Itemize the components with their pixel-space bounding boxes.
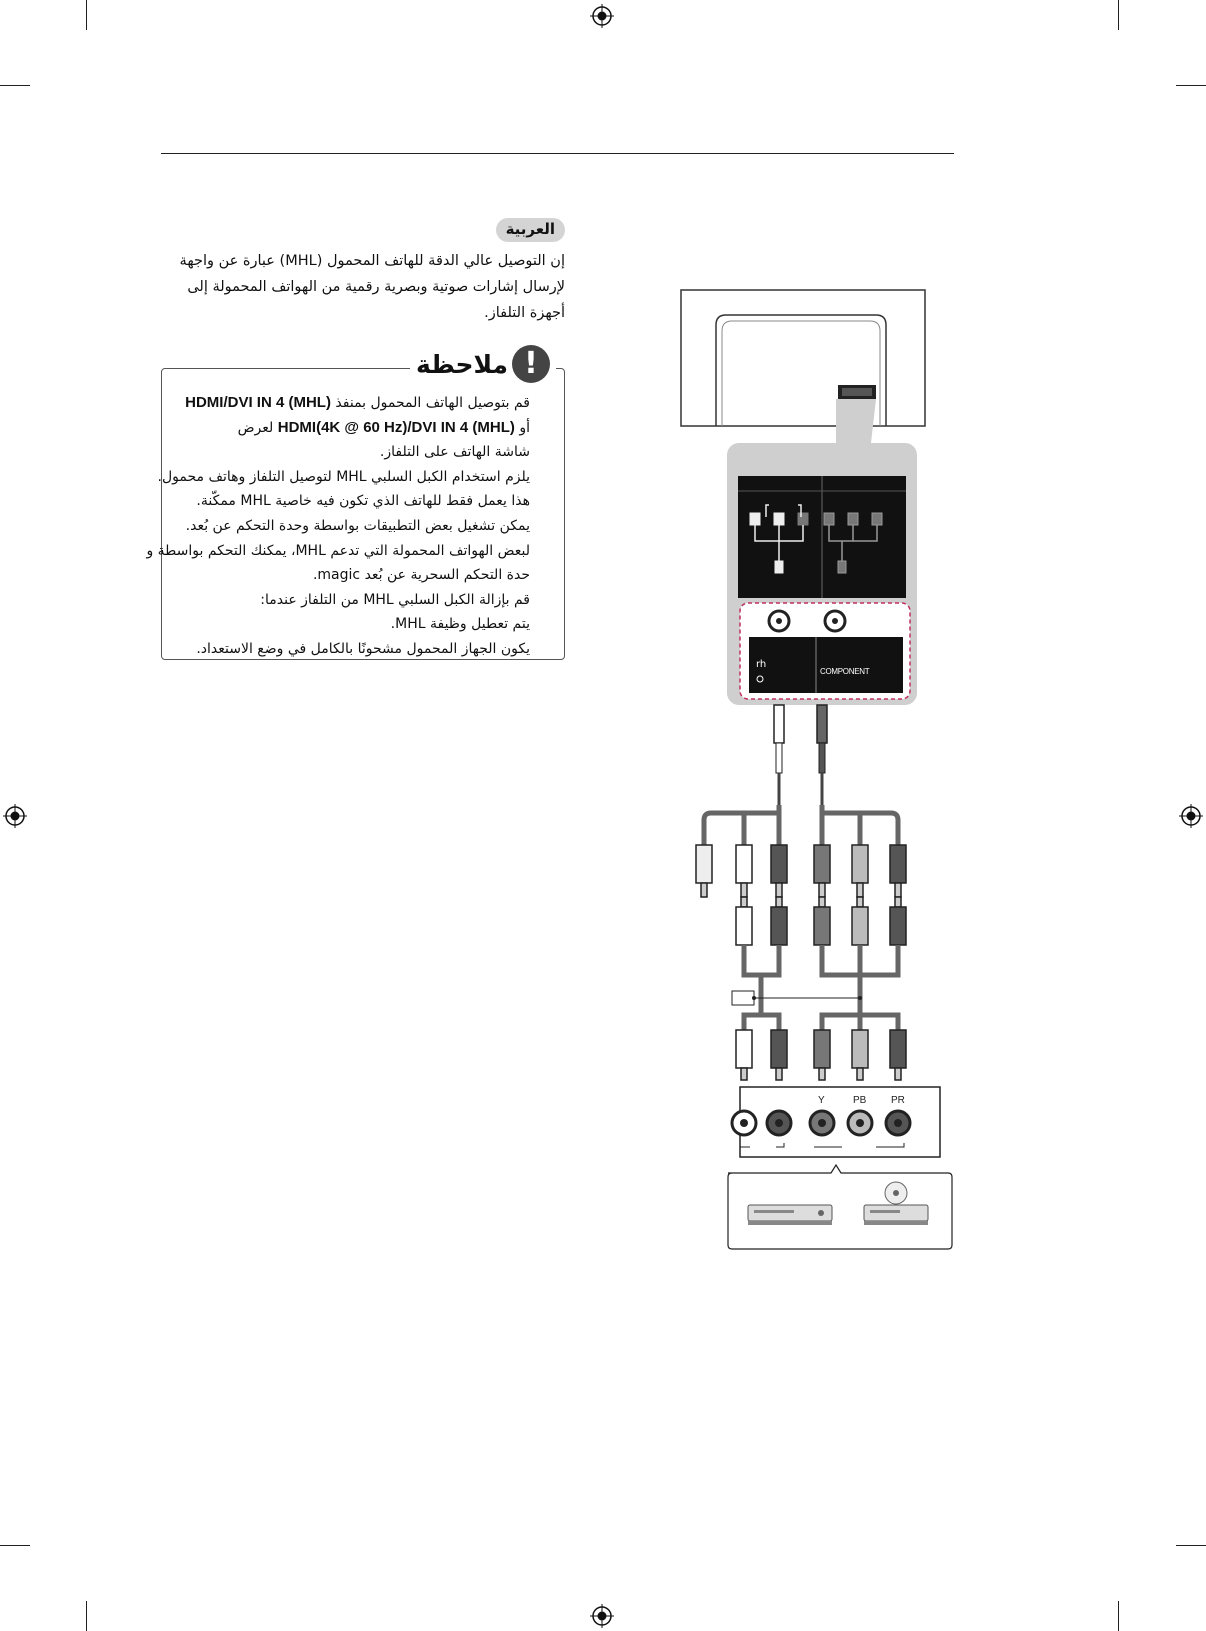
crop-mark-bottom-right-h xyxy=(1176,1545,1206,1546)
crop-mark-bottom-left-v xyxy=(86,1601,87,1631)
plug-row-2 xyxy=(736,897,906,945)
plug-row-3 xyxy=(736,1030,906,1080)
language-badge: العربية xyxy=(496,218,565,242)
note-line xyxy=(170,391,530,416)
port-label-pr: PR xyxy=(891,1095,905,1106)
registration-mark-right xyxy=(1179,804,1203,828)
note-line-text: لبعض الهواتف المحمولة التي تدعم MHL، يمكنك التحكم بواسطة و xyxy=(146,542,530,559)
note-header xyxy=(410,345,556,383)
note-line-text: يتم تعطيل وظيفة MHL. xyxy=(390,616,530,633)
note-line-tail: لعرض xyxy=(237,419,278,436)
note-line xyxy=(170,416,530,441)
note-line-text: يلزم استخدام الكبل السلبي MHL لتوصيل التلفاز وهاتف محمول. xyxy=(157,468,530,485)
crop-mark-top-left-v xyxy=(86,0,87,30)
cable-video xyxy=(817,705,827,805)
note-line-text: قم بإزالة الكبل السلبي MHL من التلفاز عندما: xyxy=(260,591,530,608)
arabic-section xyxy=(165,218,565,326)
crop-mark-bottom-right-v xyxy=(1118,1601,1119,1631)
crop-mark-top-right-v xyxy=(1118,0,1119,30)
connection-diagram xyxy=(676,285,956,1251)
crop-mark-top-right-h xyxy=(1176,85,1206,86)
note-line-port-name: HDMI(4K @ 60 Hz)/DVI IN 4 (MHL) xyxy=(277,418,515,436)
note-line-port-name: HDMI/DVI IN 4 (MHL) xyxy=(185,394,331,411)
cable-audio xyxy=(774,705,784,805)
note-box xyxy=(146,346,565,660)
exclamation-icon: ! xyxy=(512,345,550,383)
note-line xyxy=(170,588,530,613)
note-line xyxy=(157,465,530,490)
port-label-pb: PB xyxy=(853,1095,867,1106)
plug-row-1 xyxy=(696,845,906,897)
note-line-text: حدة التحكم السحرية عن بُعد magic. xyxy=(312,567,530,584)
note-line xyxy=(146,539,530,564)
note-line xyxy=(170,489,530,514)
note-line xyxy=(170,514,530,539)
note-line xyxy=(170,612,530,637)
note-line xyxy=(170,563,530,588)
registration-mark-top xyxy=(590,4,614,28)
svg-text:rh: rh xyxy=(756,659,767,670)
header-rule xyxy=(161,153,954,154)
note-line xyxy=(170,637,530,662)
note-line-text: شاشة الهاتف على التلفاز. xyxy=(379,444,530,461)
dvd-recorder-icon xyxy=(748,1205,832,1225)
registration-mark-left xyxy=(3,804,27,828)
note-title: ملاحظة xyxy=(416,349,508,379)
note-line-text: أو xyxy=(514,419,530,436)
component-label: COMPONENT xyxy=(820,667,870,676)
port-label-y: Y xyxy=(818,1095,825,1106)
note-line-text: يكون الجهاز المحمول مشحونًا بالكامل في وضع الاستعداد. xyxy=(196,640,530,657)
note-line-text: يمكن تشغيل بعض التطبيقات بواسطة وحدة التحكم عن بُعد. xyxy=(185,517,530,534)
tv-back xyxy=(681,290,925,426)
registration-mark-bottom xyxy=(590,1604,614,1628)
note-line xyxy=(170,440,530,465)
note-line-text: قم بتوصيل الهاتف المحمول بمنفذ xyxy=(330,395,530,411)
note-lines xyxy=(146,391,530,662)
note-line-text: هذا يعمل فقط للهاتف الذي تكون فيه خاصية MHL ممكّنة. xyxy=(196,493,530,510)
mhl-description: إن التوصيل عالي الدقة للهاتف المحمول (MHL) عبارة عن واجهة لإرسال إشارات صوتية وبصرية رقمية من الهواتف المحمولة إلى أجهزة التلفاز. xyxy=(179,253,565,321)
crop-mark-bottom-left-h xyxy=(0,1545,30,1546)
crop-mark-top-left-h xyxy=(0,85,30,86)
